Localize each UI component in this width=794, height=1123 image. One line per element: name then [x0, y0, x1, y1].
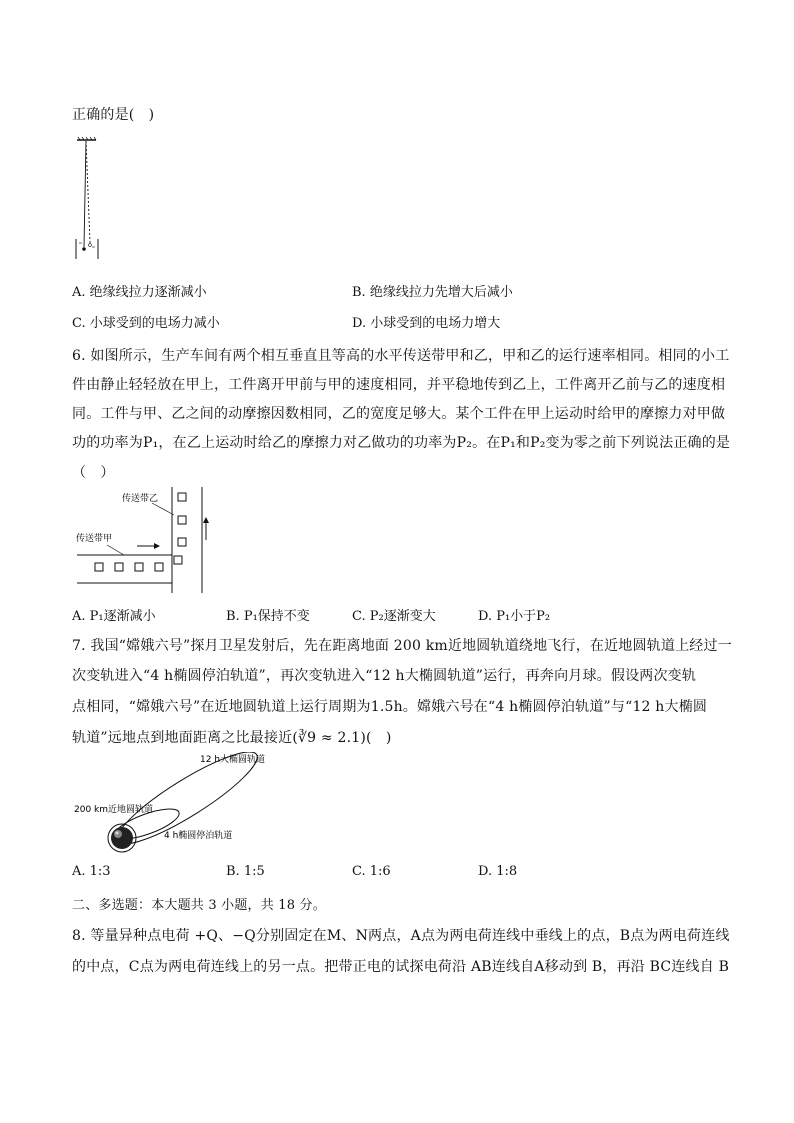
section-2-title: 二、多选题：本大题共 3 小题，共 18 分。	[72, 898, 326, 913]
q7-option-b: B. 1:5	[226, 864, 265, 879]
q7-option-d: D. 1:8	[478, 864, 518, 879]
q6-line-5: （ ）	[72, 465, 115, 481]
q6-line-1: 6. 如图所示，生产车间有两个相互垂直且等高的水平传送带甲和乙，甲和乙的运行速率相同。相同的小工	[72, 348, 730, 364]
q5-stem-tail: 正确的是( )	[72, 107, 155, 123]
orbit-figure	[72, 752, 292, 860]
q5-option-d: D. 小球受到的电场力增大	[352, 316, 501, 331]
q7-line-2: 次变轨进入“4 h椭圆停泊轨道”，再次变轨进入“12 h大椭圆轨道”运行，再奔向月球。假设两次变轨	[72, 668, 697, 684]
conveyor-b-label: 传送带乙	[122, 494, 159, 504]
q7-option-c: C. 1:6	[352, 864, 391, 879]
q7-line-1: 7. 我国“嫦娥六号”探月卫星发射后，先在距离地面 200 km近地圆轨道绕地飞行，在近地圆轨道上经过一	[72, 638, 732, 654]
q5-option-c: C. 小球受到的电场力减小	[72, 316, 220, 331]
q6-option-b: B. P₁保持不变	[226, 609, 310, 624]
q7-option-a: A. 1:3	[72, 864, 111, 879]
q5-option-b: B. 绝缘线拉力先增大后减小	[352, 285, 513, 300]
q8-line-2: 的中点，C点为两电荷连线上的另一点。把带正电的试探电荷沿 AB连线自A移动到 B，再沿 BC连线自 B	[72, 959, 730, 975]
orbit-200km-label: 200 km近地圆轨道	[74, 805, 154, 815]
q5-option-a: A. 绝缘线拉力逐渐减小	[72, 285, 207, 300]
q6-line-3: 同。工件与甲、乙之间的动摩擦因数相同，乙的宽度足够大。某个工件在甲上运动时给甲的摩擦力对甲做	[72, 406, 726, 422]
q7-line-3: 点相同，“嫦娥六号”在近地圆轨道上运行周期为1.5h。嫦娥六号在“4 h椭圆停泊轨道”与“12 h大椭圆	[72, 699, 708, 715]
q7-line-4: 轨道”远地点到地面距离之比最接近(∛9 ≈ 2.1)( )	[72, 730, 392, 746]
orbit-4h-label: 4 h椭圆停泊轨道	[164, 831, 233, 841]
q6-line-4: 功的功率为P₁，在乙上运动时给乙的摩擦力对乙做功的功率为P₂。在P₁和P₂变为零之前下列说法正确的是	[72, 435, 731, 451]
q6-line-2: 件由静止轻轻放在甲上，工件离开甲前与甲的速度相同，并平稳地传到乙上，工件离开乙前与乙的速度相	[72, 377, 726, 393]
q6-option-a: A. P₁逐渐减小	[72, 609, 156, 624]
conveyor-figure	[72, 485, 212, 595]
orbit-12h-label: 12 h大椭圆轨道	[200, 755, 266, 765]
q6-option-c: C. P₂逐渐变大	[352, 609, 436, 624]
q8-line-1: 8. 等量异种点电荷 +Q、−Q分别固定在M、N两点，A点为两电荷连线中垂线上的点，B点为两电荷连线	[72, 928, 730, 944]
pendulum-figure	[70, 135, 110, 265]
conveyor-a-label: 传送带甲	[76, 534, 113, 544]
q6-option-d: D. P₁小于P₂	[478, 609, 551, 624]
